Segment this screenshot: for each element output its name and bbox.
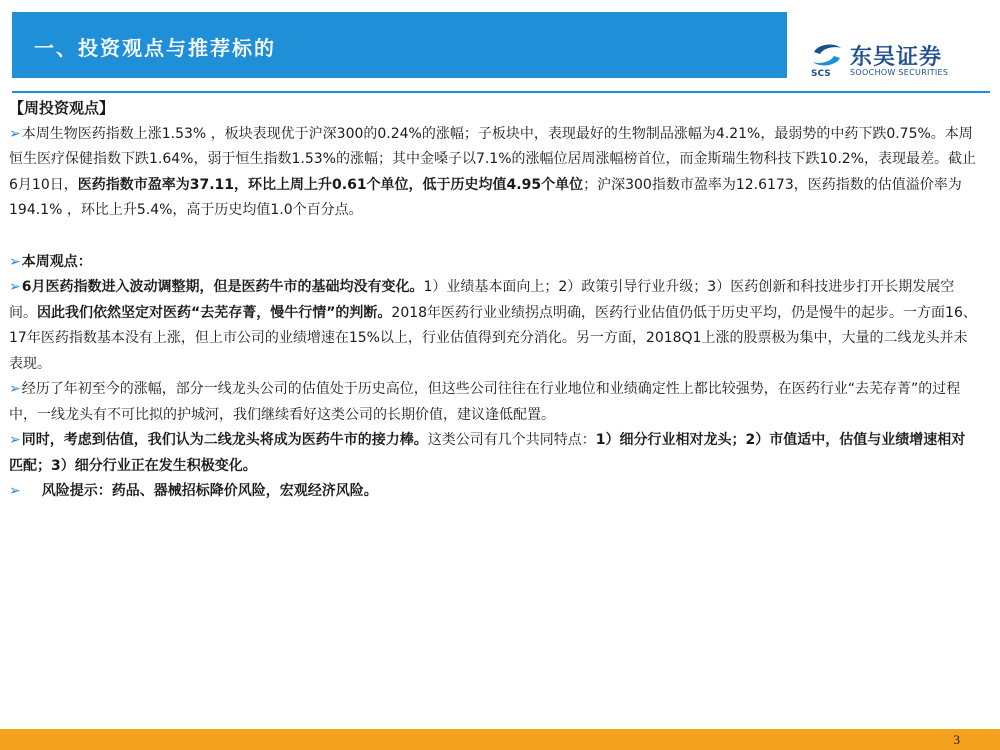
company-logo — [806, 40, 966, 80]
view-paragraph-2 — [9, 377, 979, 428]
weekly-text-a: 本周生物医药指数上涨1.53% ，板块表现优于沪深300的0.24%的涨幅；子板块中，表现最好的生物制品涨幅为4.21%，最弱势的中药下跌0.75%。本周恒生医疗保健指数下跌1.64%，弱于恒生指数1.53%的涨幅；其中金嗓子以7.1%的涨幅位居周涨幅榜首位，而金斯瑞生物科技下跌10.2%，表现最差。截止6月10日， — [9, 125, 976, 193]
view3-text-b: 这类公司有几个共同特点： — [427, 432, 596, 448]
footer-bar — [0, 729, 1000, 750]
view2-text: 经历了年初至今的涨幅，部分一线龙头公司的估值处于历史高位，但这些公司往往在行业地位和业绩确定性上都比较强势，在医药行业“去芜存菁”的过程中，一线龙头有不可比拟的护城河，我们继续看好这类公司的长期价值，建议逢低配置。 — [9, 381, 961, 423]
page-number: 3 — [953, 732, 960, 747]
arrow-bullet-icon: ➢ — [9, 253, 21, 270]
this-week-view-heading — [9, 250, 979, 276]
arrow-bullet-icon: ➢ — [9, 125, 21, 142]
page-title: 一、投资观点与推荐标的 — [34, 36, 276, 60]
arrow-bullet-icon: ➢ — [9, 483, 21, 499]
view3-bold-a: 同时，考虑到估值，我们认为二线龙头将成为医药牛市的接力棒。 — [21, 432, 428, 448]
arrow-bullet-icon: ➢ — [9, 432, 21, 448]
weekly-bold-b: 医药指数市盈率为37.11，环比上周上升0.61个单位，低于历史均值4.95个单位 — [77, 176, 584, 193]
arrow-bullet-icon: ➢ — [9, 381, 21, 397]
view1-text-b: 1）业绩基本面向上；2）政策引导行业升级；3）医药创新和科技进步打开长期发展空间。 — [9, 279, 955, 321]
logo-mark-text: SCS — [811, 69, 831, 78]
weekly-view-paragraph — [9, 122, 979, 224]
logo-english-name: SOOCHOW SECURITIES — [850, 68, 949, 77]
this-week-view-label: 本周观点： — [21, 253, 92, 270]
logo-chinese-name: 东吴证券 — [850, 45, 943, 70]
view3-bold-c: 1）细分行业相对龙头；2）市值适中，估值与业绩增速相对匹配；3）细分行业正在发生积极变化。 — [9, 432, 966, 474]
view1-text-d: 2018年医药行业业绩拐点明确，医药行业估值仍低于历史平均，仍是慢牛的起步。一方面16、17年医药指数基本没有上涨，但上市公司的业绩增速在15%以上，行业估值得到充分消化。另一方面，2018Q1上涨的股票极为集中，大量的二线龙头并未表现。 — [9, 304, 977, 372]
title-bar — [12, 12, 787, 78]
content-body — [9, 96, 979, 505]
header-divider — [12, 91, 990, 93]
arrow-bullet-icon: ➢ — [9, 279, 21, 295]
view1-bold-c: 因此我们依然坚定对医药“去芜存菁，慢牛行情”的判断。 — [37, 304, 392, 321]
logo-mark-icon — [808, 42, 846, 78]
view-paragraph-1 — [9, 275, 979, 377]
view1-bold-a: 6月医药指数进入波动调整期，但是医药牛市的基础均没有变化。 — [21, 279, 424, 295]
risk-warning: 风险提示：药品、器械招标降价风险，宏观经济风险。 — [41, 483, 378, 499]
view-paragraph-3 — [9, 428, 979, 479]
weekly-text-c: ；沪深300指数市盈率为12.6173，医药指数的估值溢价率为194.1% ，环比上升5.4%，高于历史均值1.0个百分点。 — [9, 176, 962, 218]
weekly-view-heading: 【周投资观点】 — [9, 99, 115, 117]
risk-paragraph — [9, 479, 979, 505]
